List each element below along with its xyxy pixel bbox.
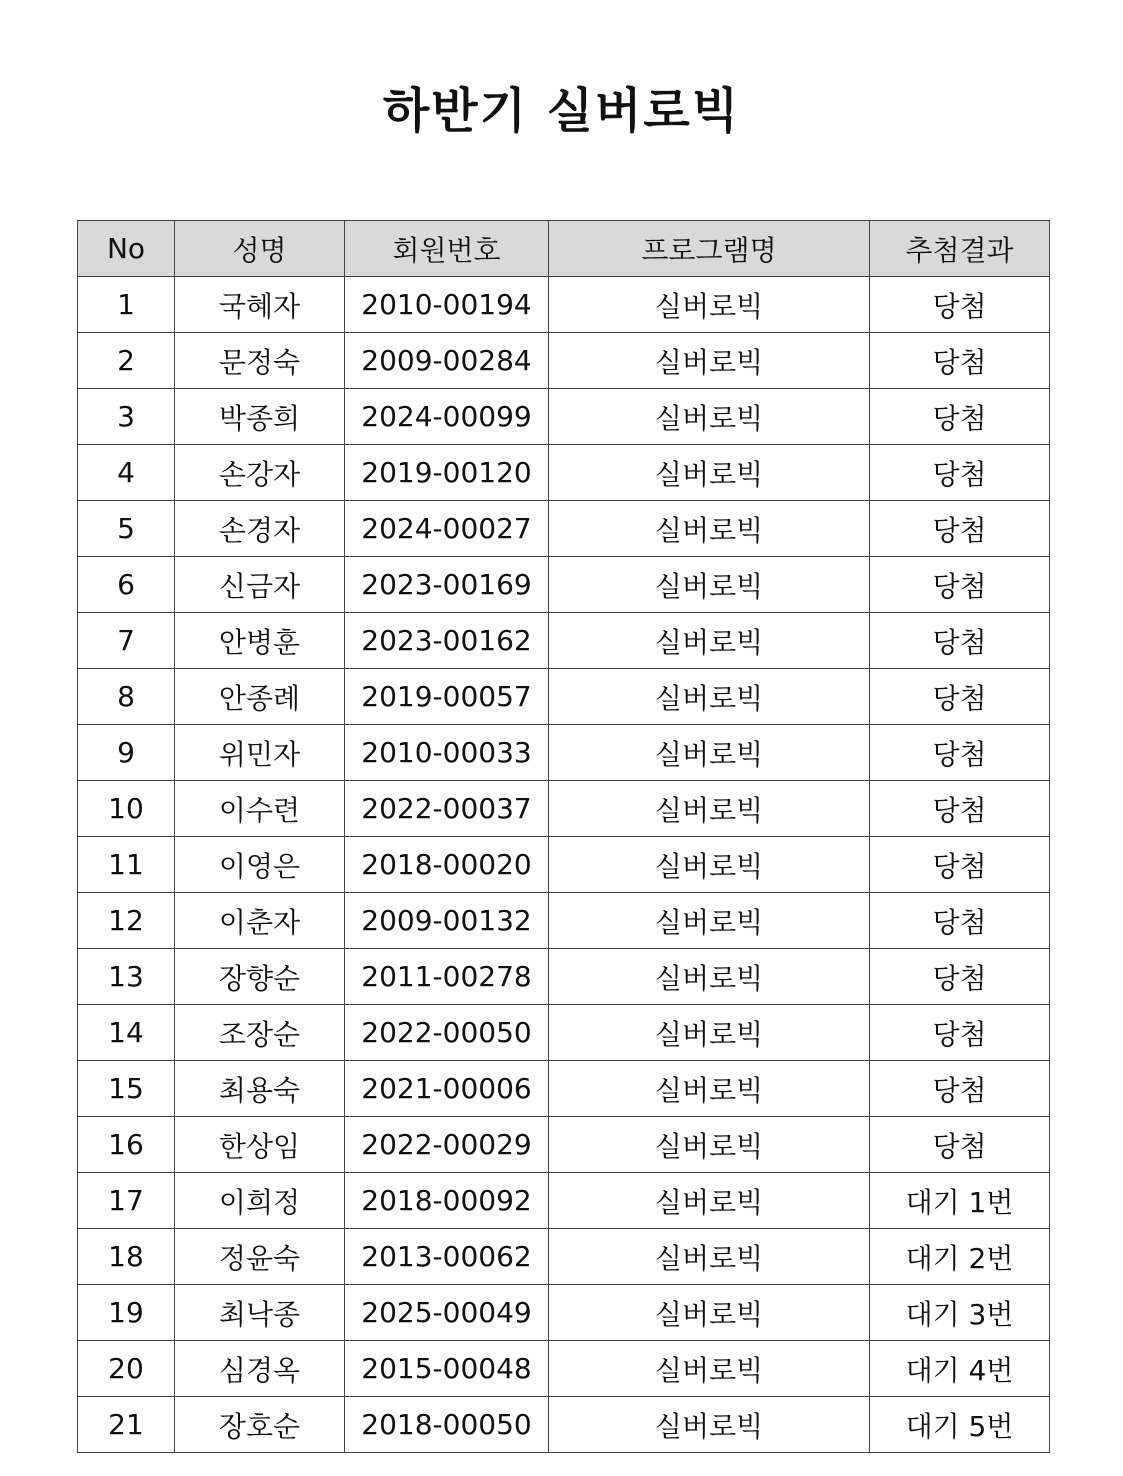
cell-member-number: 2009-00132 [345, 893, 549, 949]
cell-program-name: 실버로빅 [549, 333, 870, 389]
cell-name: 심경옥 [175, 1341, 345, 1397]
table-row [78, 613, 1050, 669]
cell-lottery-result: 당첨 [870, 893, 1050, 949]
cell-name: 손강자 [175, 445, 345, 501]
header-name: 성명 [175, 221, 345, 277]
cell-program-name: 실버로빅 [549, 1285, 870, 1341]
cell-lottery-result: 대기 3번 [870, 1285, 1050, 1341]
cell-program-name: 실버로빅 [549, 837, 870, 893]
table-row [78, 333, 1050, 389]
table-row [78, 1341, 1050, 1397]
cell-member-number: 2025-00049 [345, 1285, 549, 1341]
cell-lottery-result: 당첨 [870, 949, 1050, 1005]
cell-member-number: 2013-00062 [345, 1229, 549, 1285]
cell-lottery-result: 당첨 [870, 1061, 1050, 1117]
header-lottery-result: 추첨결과 [870, 221, 1050, 277]
cell-lottery-result: 당첨 [870, 277, 1050, 333]
table-row [78, 1397, 1050, 1453]
cell-program-name: 실버로빅 [549, 277, 870, 333]
cell-no: 7 [78, 613, 175, 669]
cell-lottery-result: 당첨 [870, 1117, 1050, 1173]
cell-name: 신금자 [175, 557, 345, 613]
cell-name: 한상임 [175, 1117, 345, 1173]
cell-lottery-result: 대기 5번 [870, 1397, 1050, 1453]
table-row [78, 837, 1050, 893]
cell-program-name: 실버로빅 [549, 1005, 870, 1061]
cell-no: 3 [78, 389, 175, 445]
table-row [78, 277, 1050, 333]
header-member-number: 회원번호 [345, 221, 549, 277]
table-row [78, 1285, 1050, 1341]
table-row [78, 445, 1050, 501]
cell-lottery-result: 당첨 [870, 725, 1050, 781]
cell-no: 19 [78, 1285, 175, 1341]
cell-member-number: 2021-00006 [345, 1061, 549, 1117]
cell-member-number: 2023-00169 [345, 557, 549, 613]
cell-member-number: 2009-00284 [345, 333, 549, 389]
cell-name: 국혜자 [175, 277, 345, 333]
cell-name: 조장순 [175, 1005, 345, 1061]
cell-lottery-result: 당첨 [870, 333, 1050, 389]
cell-lottery-result: 당첨 [870, 837, 1050, 893]
cell-program-name: 실버로빅 [549, 1061, 870, 1117]
cell-name: 이희정 [175, 1173, 345, 1229]
table-header-row [78, 221, 1050, 277]
cell-program-name: 실버로빅 [549, 613, 870, 669]
cell-member-number: 2024-00027 [345, 501, 549, 557]
cell-member-number: 2024-00099 [345, 389, 549, 445]
cell-name: 손경자 [175, 501, 345, 557]
page-title: 하반기 실버로빅 [382, 83, 741, 139]
table-row [78, 949, 1050, 1005]
cell-no: 20 [78, 1341, 175, 1397]
cell-no: 6 [78, 557, 175, 613]
cell-no: 5 [78, 501, 175, 557]
cell-member-number: 2015-00048 [345, 1341, 549, 1397]
cell-program-name: 실버로빅 [549, 893, 870, 949]
cell-member-number: 2022-00037 [345, 781, 549, 837]
cell-program-name: 실버로빅 [549, 949, 870, 1005]
cell-lottery-result: 당첨 [870, 389, 1050, 445]
cell-program-name: 실버로빅 [549, 557, 870, 613]
table-row [78, 893, 1050, 949]
cell-program-name: 실버로빅 [549, 725, 870, 781]
cell-name: 안병훈 [175, 613, 345, 669]
table-row [78, 1229, 1050, 1285]
cell-lottery-result: 당첨 [870, 613, 1050, 669]
cell-lottery-result: 대기 2번 [870, 1229, 1050, 1285]
header-program-name: 프로그램명 [549, 221, 870, 277]
cell-member-number: 2018-00050 [345, 1397, 549, 1453]
cell-no: 18 [78, 1229, 175, 1285]
table-row [78, 781, 1050, 837]
cell-no: 2 [78, 333, 175, 389]
cell-lottery-result: 당첨 [870, 1005, 1050, 1061]
cell-lottery-result: 대기 4번 [870, 1341, 1050, 1397]
cell-no: 9 [78, 725, 175, 781]
cell-no: 21 [78, 1397, 175, 1453]
cell-no: 17 [78, 1173, 175, 1229]
table-row [78, 1061, 1050, 1117]
cell-no: 15 [78, 1061, 175, 1117]
cell-program-name: 실버로빅 [549, 1397, 870, 1453]
cell-name: 최낙종 [175, 1285, 345, 1341]
cell-member-number: 2019-00057 [345, 669, 549, 725]
cell-lottery-result: 당첨 [870, 445, 1050, 501]
cell-name: 이수련 [175, 781, 345, 837]
cell-no: 10 [78, 781, 175, 837]
cell-lottery-result: 당첨 [870, 501, 1050, 557]
cell-name: 이춘자 [175, 893, 345, 949]
cell-no: 12 [78, 893, 175, 949]
table-row [78, 669, 1050, 725]
cell-lottery-result: 대기 1번 [870, 1173, 1050, 1229]
table-row [78, 1173, 1050, 1229]
table-row [78, 389, 1050, 445]
cell-no: 4 [78, 445, 175, 501]
cell-name: 박종희 [175, 389, 345, 445]
cell-name: 이영은 [175, 837, 345, 893]
cell-name: 위민자 [175, 725, 345, 781]
table-row [78, 725, 1050, 781]
lottery-results-table [77, 220, 1050, 1453]
cell-no: 11 [78, 837, 175, 893]
table-row [78, 501, 1050, 557]
cell-member-number: 2022-00029 [345, 1117, 549, 1173]
cell-name: 정윤숙 [175, 1229, 345, 1285]
cell-lottery-result: 당첨 [870, 557, 1050, 613]
cell-program-name: 실버로빅 [549, 669, 870, 725]
cell-no: 16 [78, 1117, 175, 1173]
cell-no: 13 [78, 949, 175, 1005]
header-no: No [78, 221, 175, 277]
cell-program-name: 실버로빅 [549, 501, 870, 557]
cell-program-name: 실버로빅 [549, 1229, 870, 1285]
cell-name: 안종례 [175, 669, 345, 725]
cell-program-name: 실버로빅 [549, 1173, 870, 1229]
cell-no: 1 [78, 277, 175, 333]
cell-member-number: 2022-00050 [345, 1005, 549, 1061]
cell-program-name: 실버로빅 [549, 389, 870, 445]
cell-program-name: 실버로빅 [549, 1341, 870, 1397]
table-row [78, 557, 1050, 613]
cell-program-name: 실버로빅 [549, 781, 870, 837]
cell-member-number: 2018-00092 [345, 1173, 549, 1229]
table-row [78, 1117, 1050, 1173]
cell-member-number: 2010-00194 [345, 277, 549, 333]
cell-member-number: 2011-00278 [345, 949, 549, 1005]
cell-member-number: 2018-00020 [345, 837, 549, 893]
cell-name: 최용숙 [175, 1061, 345, 1117]
cell-lottery-result: 당첨 [870, 781, 1050, 837]
cell-lottery-result: 당첨 [870, 669, 1050, 725]
cell-member-number: 2019-00120 [345, 445, 549, 501]
cell-name: 문정숙 [175, 333, 345, 389]
cell-no: 8 [78, 669, 175, 725]
cell-name: 장향순 [175, 949, 345, 1005]
cell-name: 장호순 [175, 1397, 345, 1453]
table-row [78, 1005, 1050, 1061]
cell-member-number: 2023-00162 [345, 613, 549, 669]
cell-program-name: 실버로빅 [549, 445, 870, 501]
cell-no: 14 [78, 1005, 175, 1061]
cell-program-name: 실버로빅 [549, 1117, 870, 1173]
cell-member-number: 2010-00033 [345, 725, 549, 781]
